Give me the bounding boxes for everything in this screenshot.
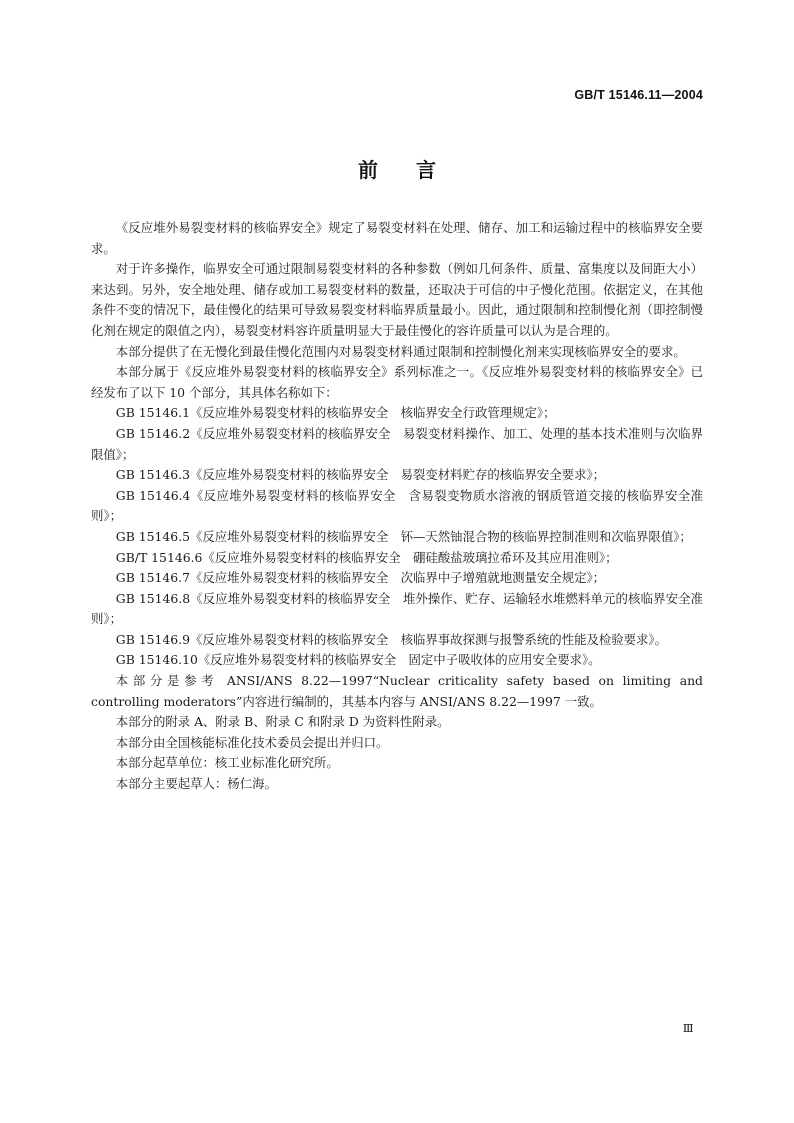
list-item-part-7: GB 15146.7《反应堆外易裂变材料的核临界安全 次临界中子增殖就地测量安全规定》； (115, 570, 606, 586)
paragraph-annexes: 本部分的附录 A、附录 B、附录 C 和附录 D 为资料性附录。 (115, 714, 450, 730)
list-item-part-1: GB 15146.1《反应堆外易裂变材料的核临界安全 核临界安全行政管理规定》； (115, 405, 556, 421)
list-item-part-2: GB 15146.2《反应堆外易裂变材料的核临界安全 易裂变材料操作、加工、处理的基本技术准则与次临界限值》； (91, 425, 703, 462)
list-item-part-6: GB/T 15146.6《反应堆外易裂变材料的核临界安全 硼硅酸盐玻璃拉希环及其应用准则》； (115, 549, 618, 565)
paragraph-intro: 《反应堆外易裂变材料的核临界安全》规定了易裂变材料在处理、储存、加工和运输过程中的核临界安全要求。 (91, 220, 703, 256)
list-item-part-10: GB 15146.10《反应堆外易裂变材料的核临界安全 固定中子吸收体的应用安全要求》。 (115, 652, 601, 668)
list-item-part-5: GB 15146.5《反应堆外易裂变材料的核临界安全 钚—天然铀混合物的核临界控制准则和次临界限值》； (115, 528, 692, 544)
foreword-body (91, 218, 703, 795)
page-number: Ⅲ (682, 1022, 694, 1035)
paragraph-parameters: 对于许多操作，临界安全可通过限制易裂变材料的各种参数（例如几何条件、质量、富集度以及间距大小）来达到。另外，安全地处理、储存或加工易裂变材料的数量，还取决于可信的中子慢化范围。依据定义，在其他条件不变的情况下，最佳慢化的结果可导致易裂变材料临界质量最小。因此，通过限制和控制慢化剂（即控制慢化剂在规定的限值之内），易裂变材料容许质量明显大于最佳慢化的容许质量可以认为是合理的。 (91, 261, 703, 338)
list-item-part-9: GB 15146.9《反应堆外易裂变材料的核临界安全 核临界事故探测与报警系统的性能及检验要求》。 (115, 631, 668, 647)
standard-number: GB/T 15146.11—2004 (574, 88, 703, 102)
paragraph-proposer: 本部分由全国核能标准化技术委员会提出并归口。 (115, 734, 389, 750)
list-item-part-4: GB 15146.4《反应堆外易裂变材料的核临界安全 含易裂变物质水溶液的钢质管道交接的核临界安全准则》； (91, 487, 703, 524)
page-title: 前言 (358, 158, 474, 182)
list-item-part-8: GB 15146.8《反应堆外易裂变材料的核临界安全 堆外操作、贮存、运输轻水堆燃料单元的核临界安全准则》； (91, 590, 703, 627)
paragraph-scope: 本部分提供了在无慢化到最佳慢化范围内对易裂变材料通过限制和控制慢化剂来实现核临界安全的要求。 (115, 343, 686, 359)
paragraph-drafters: 本部分主要起草人：杨仁海。 (115, 776, 277, 792)
paragraph-drafting-unit: 本部分起草单位：核工业标准化研究所。 (115, 755, 339, 771)
list-item-part-3: GB 15146.3《反应堆外易裂变材料的核临界安全 易裂变材料贮存的核临界安全要求》； (115, 467, 606, 483)
paragraph-reference: 本部分是参考 ANSI/ANS 8.22—1997“Nuclear criticality safety based on limiting and controlling moderators”内容进行编制的，其基本内容与 ANSI/ANS 8.22—1997 一致。 (91, 673, 703, 709)
paragraph-series: 本部分属于《反应堆外易裂变材料的核临界安全》系列标准之一。《反应堆外易裂变材料的核临界安全》已经发布了以下 10 个部分，其具体名称如下： (91, 364, 703, 400)
